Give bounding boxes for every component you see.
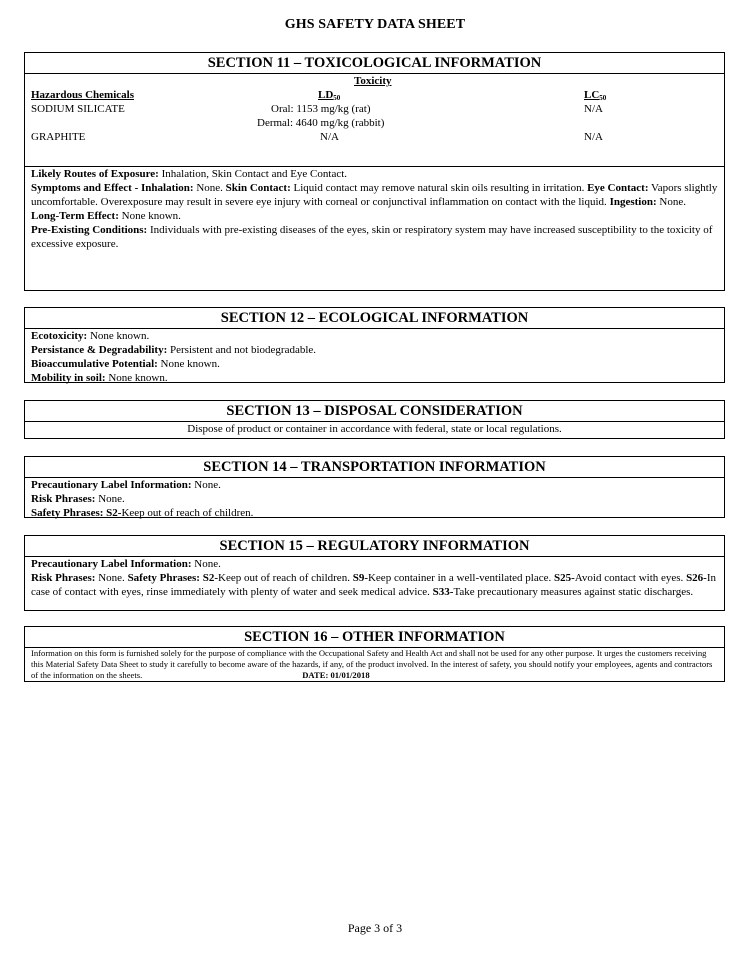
section-16-heading: SECTION 16 – OTHER INFORMATION (25, 627, 724, 648)
bioaccumulative-potential: Bioaccumulative Potential: None known. (31, 358, 220, 370)
section-12 (24, 307, 725, 383)
disposal-text: Dispose of product or container in accordance with federal, state or local regulations. (187, 423, 562, 435)
toxicity-table (31, 74, 718, 166)
column-lc50: $LC_{50}$ (584, 89, 607, 102)
document-title: GHS SAFETY DATA SHEET (284, 17, 466, 32)
other-information-text: Information on this form is furnished solely for the purpose of compliance with the Occupational Safety and Health Act and shall not be used for any other purpose. It urges the customers receiving this Material Safety Data Sheet to study it carefully to become aware of the hazards, if any, of the product involved. In the interest of safety, you should notify your employees, agents and contractors of the information on the sheets. DATE: 01/01/2018 (31, 648, 713, 680)
row-sodium-silicate-lc: N/A (584, 103, 603, 115)
symptoms-and-effects: Symptoms and Effect - Inhalation: None. Skin Contact: Liquid contact may remove natural skin oils resulting in irritation. Eye Contact: Vapors slightly uncomfortable. Overexposure may result in severe eye injury with corneal or conjunctival inflammation on contact with the liquid. Ingestion: None. (31, 182, 718, 208)
persistance-degradability: Persistance & Degradability: Persistent and not biodegradable. (31, 344, 317, 356)
row-sodium-silicate-ld-dermal: Dermal: 4640 mg/kg (rabbit) (257, 117, 385, 129)
routes-of-exposure: Likely Routes of Exposure: Inhalation, Skin Contact and Eye Contact. (31, 168, 348, 180)
section-13-heading: SECTION 13 – DISPOSAL CONSIDERATION (25, 401, 724, 422)
risk-phrases: Risk Phrases: None. (31, 493, 125, 505)
section-11 (24, 52, 725, 291)
section-15 (24, 535, 725, 611)
ecotoxicity: Ecotoxicity: None known. (31, 330, 150, 342)
section-13 (24, 400, 725, 439)
row-graphite-lc: N/A (584, 131, 603, 143)
pre-existing-conditions: Pre-Existing Conditions: Individuals with pre-existing diseases of the eyes, skin or respiratory system may have increased susceptibility to the toxicity of excessive exposure. (31, 224, 713, 250)
precautionary-label-info: Precautionary Label Information: None. (31, 479, 221, 491)
section-14-heading: SECTION 14 – TRANSPORTATION INFORMATION (25, 457, 724, 478)
column-ld50: $LD_{50}$ (318, 89, 341, 102)
risk-and-safety-phrases: Risk Phrases: None. Safety Phrases: S2-Keep out of reach of children. S9-Keep container in a well-ventilated place. S25-Avoid contact with eyes. S26-In case of contact with eyes, rinse immediately with plenty of water and seek medical advice. S33-Take precautionary measures against static discharges. (31, 572, 717, 598)
toxicity-label: Toxicity (354, 75, 392, 87)
revision-date: DATE: 01/01/2018 (302, 670, 370, 680)
row-graphite-ld: N/A (320, 131, 339, 143)
column-hazardous-chemicals: Hazardous Chemicals (31, 89, 134, 101)
mobility-in-soil: Mobility in soil: None known. (31, 372, 168, 384)
section-16 (24, 626, 725, 682)
long-term-effect: Long-Term Effect: None known. (31, 210, 181, 222)
section-12-heading: SECTION 12 – ECOLOGICAL INFORMATION (25, 308, 724, 329)
safety-phrases: Safety Phrases: S2-Keep out of reach of children. (31, 507, 254, 519)
page-number: Page 3 of 3 (347, 921, 403, 935)
section-15-heading: SECTION 15 – REGULATORY INFORMATION (25, 536, 724, 557)
exposure-block (25, 166, 724, 251)
row-graphite-name: GRAPHITE (31, 131, 86, 143)
section-14 (24, 456, 725, 518)
section-11-heading: SECTION 11 – TOXICOLOGICAL INFORMATION (25, 53, 724, 74)
precautionary-label-info: Precautionary Label Information: None. (31, 558, 221, 570)
row-sodium-silicate-name: SODIUM SILICATE (31, 103, 125, 115)
row-sodium-silicate-ld-oral: Oral: 1153 mg/kg (rat) (271, 103, 371, 115)
